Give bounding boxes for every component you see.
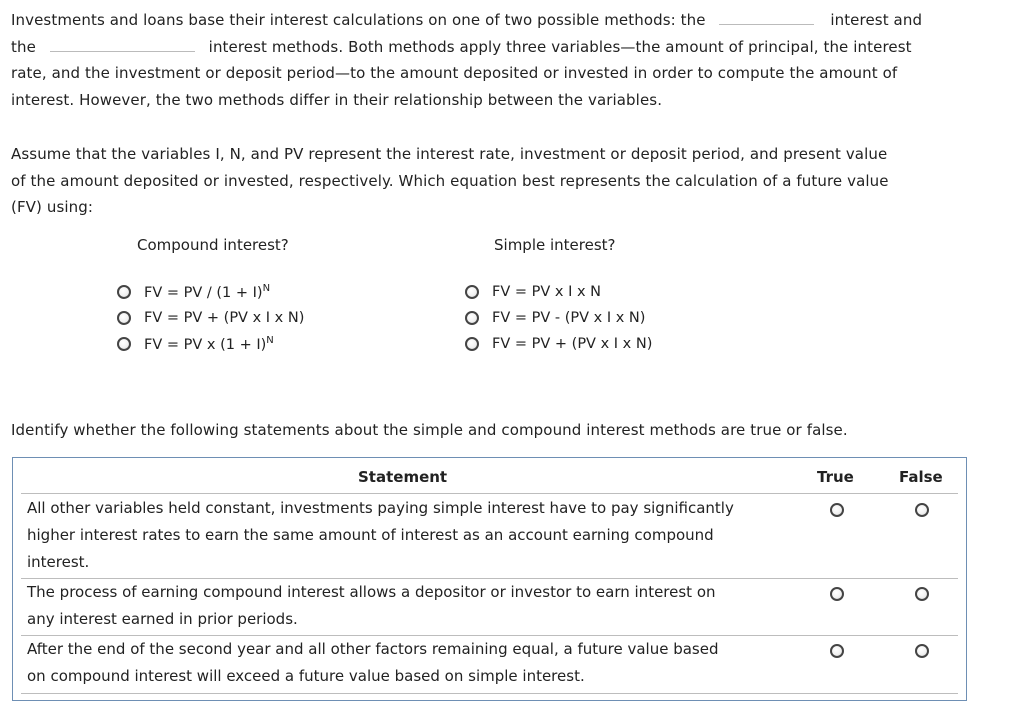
false-radio[interactable] [915, 587, 929, 601]
statement-text: After the end of the second year and all other factors remaining equal, a future value based on compound interest will exceed a future value based on simple interest. [27, 640, 719, 685]
radio-button[interactable] [117, 285, 131, 299]
statement-header: Statement [358, 468, 448, 486]
true-radio[interactable] [830, 503, 844, 517]
true-header: True [817, 468, 854, 486]
simple-option-1[interactable]: FV = PV x I x N [465, 283, 601, 301]
compound-heading: Compound interest? [137, 236, 289, 254]
blank-answer-2[interactable] [50, 37, 195, 52]
true-false-table [12, 457, 967, 701]
intro-line-2: the interest methods. Both methods apply three variables—the amount of principal, the interest [11, 37, 912, 56]
compound-option-3[interactable]: FV = PV x $(1 + I)^N$ [117, 335, 274, 353]
intro-paragraph [11, 7, 971, 114]
intro-line-3: rate, and the investment or deposit period—to the amount deposited or invested in order to compute the amount of [11, 64, 898, 83]
blank-answer-1[interactable] [719, 10, 814, 25]
compound-option-2[interactable]: FV = PV + (PV x I x N) [117, 309, 304, 327]
header-divider [21, 493, 958, 494]
radio-button[interactable] [465, 311, 479, 325]
true-radio[interactable] [830, 587, 844, 601]
question-equations [11, 141, 971, 221]
radio-button[interactable] [465, 337, 479, 351]
intro-line-4: interest. However, the two methods differ in their relationship between the variables. [11, 91, 663, 110]
question-line-1: Assume that the variables I, N, and PV represent the interest rate, investment or deposit period, and present value [11, 145, 888, 163]
false-radio[interactable] [915, 644, 929, 658]
row-divider [21, 693, 958, 694]
radio-button[interactable] [117, 311, 131, 325]
statement-text: All other variables held constant, investments paying simple interest have to pay significantly higher interest rates to earn the same amount of interest as an account earning compound interest. [27, 499, 734, 571]
simple-option-3[interactable]: FV = PV + (PV x I x N) [465, 335, 652, 353]
compound-option-1[interactable]: FV = PV / $(1 + I)^N$ [117, 283, 270, 301]
radio-button[interactable] [465, 285, 479, 299]
simple-option-2[interactable]: FV = PV - (PV x I x N) [465, 309, 645, 327]
true-radio[interactable] [830, 644, 844, 658]
false-header: False [899, 468, 943, 486]
intro-line-1: Investments and loans base their interest calculations on one of two possible methods: the interest and [11, 11, 923, 29]
simple-heading: Simple interest? [494, 236, 616, 254]
question-line-3: (FV) using: [11, 198, 94, 217]
statement-text: The process of earning compound interest allows a depositor or investor to earn interest on any interest earned in prior periods. [27, 583, 716, 628]
false-radio[interactable] [915, 503, 929, 517]
question-line-2: of the amount deposited or invested, respectively. Which equation best represents the calculation of a future value [11, 171, 889, 190]
radio-button[interactable] [117, 337, 131, 351]
question-true-false: Identify whether the following statements about the simple and compound interest methods are true or false. [11, 421, 848, 439]
